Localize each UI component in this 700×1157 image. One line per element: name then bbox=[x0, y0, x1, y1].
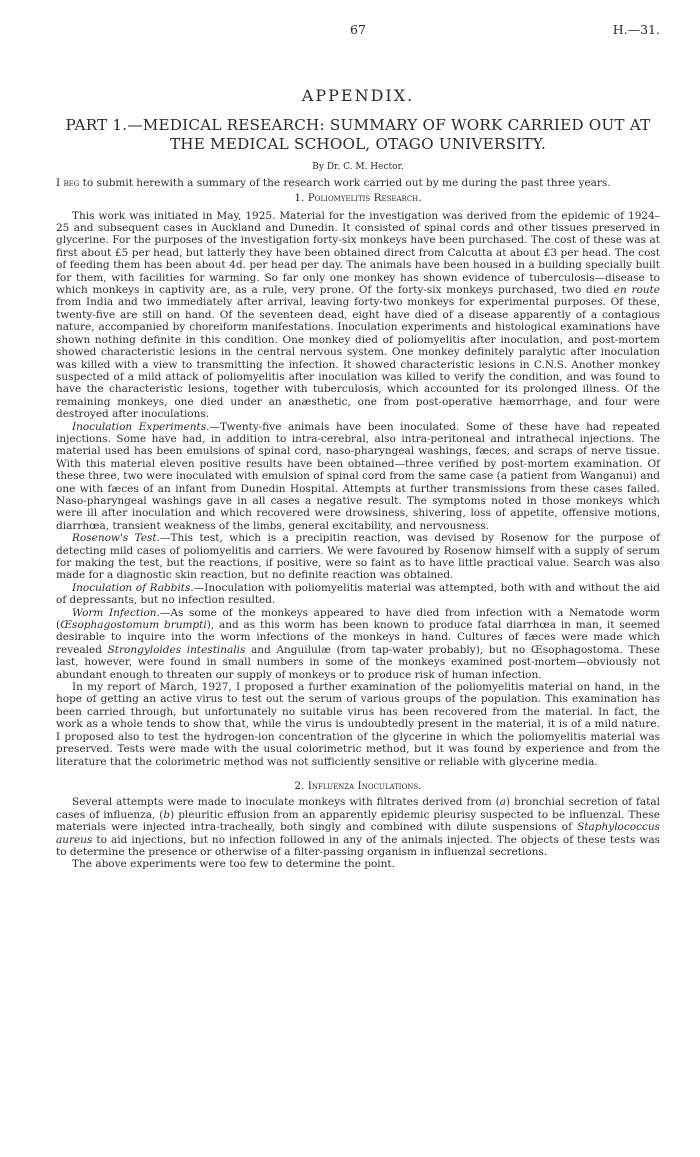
p4-text: —Inoculation with poliomyelitis material was attempted, both with and without the aid of depressants, but no infection resulted. bbox=[56, 581, 660, 607]
paragraph-inoculation-experiments bbox=[56, 421, 660, 533]
p5-italic-1: Œsophagostomum brumpti bbox=[60, 619, 207, 632]
s2-text-a: Several attempts were made to inoculate monkeys with filtrates derived from ( bbox=[72, 796, 500, 809]
paragraph-inoculation-rabbits bbox=[56, 582, 660, 607]
rosenow-test-lead: Rosenow's Test. bbox=[72, 532, 160, 545]
p5-text-a: —As some of the monkeys appeared to have died from infection with a Nematode worm ( bbox=[56, 606, 660, 632]
p1-italic: en route bbox=[613, 284, 660, 297]
paragraph-poliomyelitis-intro bbox=[56, 210, 660, 421]
worm-infection-lead: Worm Infection. bbox=[72, 606, 160, 619]
s2-text-d: to aid injections, but no infection followed in any of the animals injected. The objects of these tests was to determine the presence or otherwise of a filter-passing organism in influenzal secretions. bbox=[56, 833, 660, 858]
s2-text-c: ) pleuritic effusion from an apparently epidemic pleurisy suspected to be influenzal. These materials were injected intra-tracheally, both singly and combined with dilute suspensions of bbox=[56, 808, 660, 834]
s2-italic-a: a bbox=[499, 796, 506, 809]
part-title: PART 1.—MEDICAL RESEARCH: SUMMARY OF WORK CARRIED OUT AT THE MEDICAL SCHOOL, OTAGO UNIVERSITY. bbox=[65, 116, 651, 154]
intro-paragraph bbox=[56, 177, 660, 189]
p3-text: —This test, which is a precipitin reaction, was devised by Rosenow for the purpose of detecting mild cases of poliomyelitis and carriers. We were favoured by Rosenow himself with a supply of serum for making the test, but the reactions, if positive, were so faint as to have little practical value. Search was also made for a diagnostic skin reaction, but no definite reaction was obtained. bbox=[56, 532, 660, 582]
intro-lead: I beg bbox=[56, 176, 80, 189]
s2-text-b: ) bronchial secretion of fatal cases of influenza, ( bbox=[56, 796, 660, 821]
intro-text: to submit herewith a summary of the research work carried out by me during the past three years. bbox=[79, 176, 611, 189]
section-heading-influenza: 2. Influenza Inoculations. bbox=[294, 779, 422, 792]
inoculation-experiments-lead: Inoculation Experiments. bbox=[72, 420, 210, 433]
running-header bbox=[56, 24, 660, 44]
p2-text: —Twenty-five animals have been inoculated. Some of these have had repeated injections. Some have had, in addition to intra-cerebral, also intra-peritoneal and intrathecal injections. The material used has been emulsions of spinal cord, naso-pharyngeal washings, fæces, and scraps of nerve tissue. With this material eleven positive results have been obtained—three verified by post-mortem examination. Of these three, two were inoculated with emulsion of spinal cord from the same case (a patient from Wanganui) and one with fæces of an infant from Dunedin Hospital. Attempts at further transmissions from these cases failed. Naso-pharyngeal washings gave in all cases a negative result. The symptoms noted in those monkeys which were ill after inoculation and which recovered were drowsiness, shivering, loss of appetite, offensive motions, diarrhœa, transient weakness of the limbs, general excitability, and nervousness. bbox=[56, 420, 660, 532]
p5-text-c: and Anguilulæ (from tap-water probably), but no Œsophagostoma. These last, however, were found in small numbers in some of the monkeys examined post-mortem—obviously not abundant enough to threaten our supply of monkeys or to produce risk of human infection. bbox=[56, 643, 660, 681]
section-heading-poliomyelitis: 1. Poliomyelitis Research. bbox=[294, 192, 422, 205]
p5-italic-2: Strongyloides intestinalis bbox=[107, 643, 246, 656]
paragraph-report-march-1927: In my report of March, 1927, I proposed a further examination of the poliomyelitis material on hand, in the hope of getting an active virus to test out the serum of various groups of the population. This examination has been carried through, but unfortunately no suitable virus has been recovered from the material. In fact, the work as a whole tends to show that, while the virus is undoubtedly present in the material, it is of a mild nature. I proposed also to test the hydrogen-ion concentration of the glycerine in which the poliomyelitis material was preserved. Tests were made with the usual colorimetric method, but it was found by experience and from the literature that the colorimetric method was not sufficiently sensitive or reliable with glycerine media. bbox=[56, 681, 660, 768]
s2-italic-b: b bbox=[163, 808, 171, 821]
page-number: 67 bbox=[350, 22, 366, 37]
paragraph-rosenow-test bbox=[56, 532, 660, 582]
p1-text: This work was initiated in May, 1925. Material for the investigation was derived from the epidemic of 1924–25 and subsequent cases in Auckland and Dunedin. It consisted of spinal cords and other tissues preserved in glycerine. For the purposes of the investigation forty-six monkeys have been purchased. The cost of these was at first about £5 per head, but latterly they have been obtained direct from Calcutta at about £3 per head. The cost of feeding them has been about 4d. per head per day. The animals have been housed in a building specially built for them, with facilities for warming. So far only one monkey has shown evidence of tuberculosis—disease to which monkeys in captivity are, as a rule, very prone. Of the forty-six monkeys purchased, two died bbox=[56, 209, 660, 297]
s2-italic-staph: Staphylococcus aureus bbox=[56, 821, 660, 846]
paragraph-worm-infection bbox=[56, 607, 660, 681]
p5-text-b: ), and as this worm has been known to produce fatal diarrhœa in man, it seemed desirable to inquire into the worm infections of the monkeys in hand. Cultures of fæces were made which revealed bbox=[56, 619, 660, 656]
paragraph-influenza-conclusion: The above experiments were too few to determine the point. bbox=[72, 858, 395, 871]
inoculation-rabbits-lead: Inoculation of Rabbits. bbox=[72, 581, 194, 594]
paragraph-influenza-attempts bbox=[56, 796, 660, 858]
byline: By Dr. C. M. Hector. bbox=[312, 162, 404, 173]
appendix-title: APPENDIX. bbox=[301, 86, 415, 105]
document-reference: H.—31. bbox=[612, 22, 660, 37]
p1-rest: from India and two immediately after arrival, leaving forty-two monkeys for experimental purposes. Of these, twenty-five are still on hand. Of the seventeen dead, eight have died of a disease apparently of a contagious nature, accompanied by choreiform manifestations. Inoculation experiments and histological examinations have shown nothing definite in this condition. One monkey died of poliomyelitis after inoculation, and post-mortem showed characteristic lesions in the central nervous system. One monkey definitely paralytic after inoculation was killed with a view to transmitting the infection. It showed characteristic lesions in C.N.S. Another monkey suspected of a mild attack of poliomyelitis after inoculation was killed to verify the condition, and was found to have the characteristic lesions, together with tuberculosis, which accounted for its prolonged illness. Of the remaining monkeys, one died under an anæsthetic, one from post-operative hæmorrhage, and four were destroyed after inoculations. bbox=[56, 296, 660, 421]
